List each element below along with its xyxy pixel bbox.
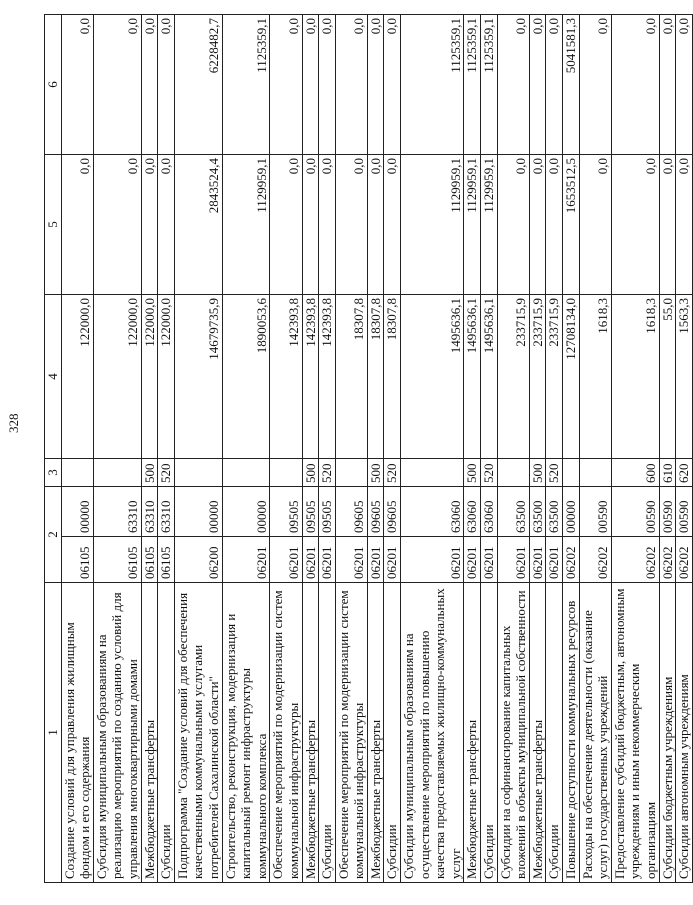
amount-col5: 0,0 [93,155,141,295]
amount-col5: 0,0 [497,155,529,295]
program-code: 06201 [464,537,481,583]
program-code: 06105 [93,537,141,583]
amount-col6: 0,0 [546,15,563,155]
table-row [222,15,270,883]
program-code: 06201 [367,537,384,583]
amount-col6: 0,0 [529,15,546,155]
column-number-row [45,15,62,883]
row-name: Строительство, реконструкция, модернизация и капитальный ремонт инфраструктуры коммунального комплекса [222,583,270,883]
amount-col4: 1618,3 [611,295,659,459]
amount-col4: 1563,3 [676,295,693,459]
amount-col4: 18307,8 [367,295,384,459]
amount-col5: 0,0 [676,155,693,295]
program-code: 06201 [302,537,319,583]
row-name: Субсидии автономным учреждениям [676,583,693,883]
amount-col5: 0,0 [141,155,158,295]
amount-col4: 142393,8 [270,295,302,459]
amount-col5: 0,0 [61,155,93,295]
amount-col4: 233715,9 [546,295,563,459]
program-code: 06201 [481,537,498,583]
amount-col6: 1125359,1 [222,15,270,155]
amount-col5: 0,0 [367,155,384,295]
amount-col6: 0,0 [141,15,158,155]
amount-col4: 1495636,1 [481,295,498,459]
amount-col5: 0,0 [546,155,563,295]
table-row [481,15,498,883]
amount-col6: 1125359,1 [481,15,498,155]
table-row [546,15,563,883]
direction-code: 63500 [497,487,529,537]
amount-col6: 0,0 [611,15,659,155]
row-name: Межбюджетные трансферты [302,583,319,883]
amount-col6: 6228482,7 [174,15,222,155]
expense-type: 600 [611,459,659,487]
row-name: Повышение доступности коммунальных ресурсов [563,583,580,883]
table-row [61,15,93,883]
amount-col6: 1125359,1 [401,15,464,155]
expense-type [579,459,611,487]
program-code: 06202 [659,537,676,583]
amount-col4: 1495636,1 [464,295,481,459]
direction-code: 09605 [384,487,401,537]
expense-type [497,459,529,487]
amount-col5: 1129959,1 [481,155,498,295]
row-name: Обеспечение мероприятий по модернизации систем коммунальной инфраструктуры [270,583,302,883]
amount-col6: 0,0 [579,15,611,155]
program-code: 06202 [611,537,659,583]
expense-type: 500 [302,459,319,487]
row-name: Субсидии [384,583,401,883]
column-number: 4 [45,295,62,459]
table-row [676,15,693,883]
program-code: 06201 [546,537,563,583]
table-row [335,15,367,883]
expense-type [335,459,367,487]
budget-table [44,14,693,883]
direction-code: 00000 [563,487,580,537]
expense-type: 520 [384,459,401,487]
program-code: 06201 [335,537,367,583]
expense-type: 520 [319,459,336,487]
direction-code: 63500 [546,487,563,537]
direction-code: 09605 [367,487,384,537]
amount-col6: 0,0 [367,15,384,155]
amount-col5: 1129959,1 [464,155,481,295]
amount-col6: 0,0 [61,15,93,155]
expense-type: 610 [659,459,676,487]
column-number: 6 [45,15,62,155]
expense-type [563,459,580,487]
expense-type: 520 [158,459,175,487]
column-number: 3 [45,459,62,487]
amount-col5: 0,0 [659,155,676,295]
expense-type: 520 [546,459,563,487]
direction-code: 63060 [401,487,464,537]
direction-code: 63060 [464,487,481,537]
program-code: 06201 [384,537,401,583]
row-name: Межбюджетные трансферты [464,583,481,883]
direction-code: 09605 [335,487,367,537]
table-row [579,15,611,883]
expense-type [174,459,222,487]
amount-col5: 1129959,1 [222,155,270,295]
amount-col5: 0,0 [384,155,401,295]
direction-code: 63060 [481,487,498,537]
table-row [141,15,158,883]
row-name: Подпрограмма "Создание условий для обеспечения качественными коммунальными услугами потребителей Сахалинской области" [174,583,222,883]
amount-col5: 0,0 [611,155,659,295]
row-name: Субсидии на софинансирование капитальных вложений в объекты муниципальной собственности [497,583,529,883]
direction-code: 09505 [319,487,336,537]
amount-col4: 12708134,0 [563,295,580,459]
program-code: 06200 [174,537,222,583]
table-row [319,15,336,883]
program-code: 06202 [579,537,611,583]
table-row [563,15,580,883]
direction-code: 00590 [659,487,676,537]
amount-col6: 0,0 [335,15,367,155]
amount-col6: 1125359,1 [464,15,481,155]
amount-col4: 18307,8 [335,295,367,459]
row-name: Субсидии бюджетным учреждениям [659,583,676,883]
program-code: 06105 [141,537,158,583]
amount-col6: 0,0 [659,15,676,155]
column-number: 2 [45,487,62,583]
table-row [158,15,175,883]
table-row [384,15,401,883]
expense-type: 500 [464,459,481,487]
table-row [367,15,384,883]
amount-col4: 18307,8 [384,295,401,459]
amount-col4: 122000,0 [158,295,175,459]
rotated-page [44,15,692,883]
expense-type [222,459,270,487]
amount-col6: 5041581,3 [563,15,580,155]
direction-code: 09505 [270,487,302,537]
amount-col4: 142393,8 [319,295,336,459]
program-code: 06105 [61,537,93,583]
amount-col4: 1618,3 [579,295,611,459]
expense-type: 520 [481,459,498,487]
direction-code: 00000 [222,487,270,537]
table-row [659,15,676,883]
program-code: 06202 [676,537,693,583]
table-row [464,15,481,883]
amount-col4: 1495636,1 [401,295,464,459]
amount-col4: 14679735,9 [174,295,222,459]
row-name: Субсидии [158,583,175,883]
row-name: Субсидии [481,583,498,883]
amount-col5: 1129959,1 [401,155,464,295]
amount-col6: 0,0 [319,15,336,155]
expense-type [93,459,141,487]
expense-type: 620 [676,459,693,487]
column-number: 1 [45,583,62,883]
amount-col4: 122000,0 [141,295,158,459]
amount-col4: 122000,0 [93,295,141,459]
table-row [174,15,222,883]
row-name: Межбюджетные трансферты [529,583,546,883]
amount-col5: 0,0 [158,155,175,295]
row-name: Субсидии [319,583,336,883]
program-code: 06201 [270,537,302,583]
amount-col5: 0,0 [529,155,546,295]
direction-code: 00590 [611,487,659,537]
expense-type: 500 [367,459,384,487]
amount-col4: 122000,0 [61,295,93,459]
row-name: Субсидии [546,583,563,883]
amount-col4: 142393,8 [302,295,319,459]
program-code: 06201 [497,537,529,583]
table-row [529,15,546,883]
expense-type [61,459,93,487]
row-name: Межбюджетные трансферты [141,583,158,883]
expense-type: 500 [529,459,546,487]
direction-code: 63310 [158,487,175,537]
direction-code: 63500 [529,487,546,537]
table-row [93,15,141,883]
expense-type [270,459,302,487]
amount-col6: 0,0 [270,15,302,155]
amount-col6: 0,0 [497,15,529,155]
row-name: Обеспечение мероприятий по модернизации систем коммунальной инфраструктуры [335,583,367,883]
amount-col5: 2843524,4 [174,155,222,295]
column-number: 5 [45,155,62,295]
row-name: Расходы на обеспечение деятельности (оказание услуг) государственных учреждений [579,583,611,883]
table-row [611,15,659,883]
program-code: 06201 [529,537,546,583]
amount-col6: 0,0 [384,15,401,155]
expense-type [401,459,464,487]
amount-col6: 0,0 [158,15,175,155]
row-name: Создание условий для управления жилищным фондом и его содержания [61,583,93,883]
program-code: 06105 [158,537,175,583]
amount-col6: 0,0 [93,15,141,155]
program-code: 06201 [319,537,336,583]
amount-col4: 233715,9 [497,295,529,459]
table-row [270,15,302,883]
table-row [302,15,319,883]
page-number: 328 [6,413,21,433]
amount-col6: 0,0 [676,15,693,155]
direction-code: 00000 [61,487,93,537]
amount-col5: 0,0 [319,155,336,295]
amount-col4: 1890053,6 [222,295,270,459]
amount-col5: 1653512,5 [563,155,580,295]
program-code: 06201 [222,537,270,583]
program-code: 06202 [563,537,580,583]
row-name: Субсидии муниципальным образованиям на осуществление мероприятий по повышению качества предоставляемых жилищно-коммунальных услуг [401,583,464,883]
direction-code: 00000 [174,487,222,537]
direction-code: 00590 [676,487,693,537]
amount-col6: 0,0 [302,15,319,155]
amount-col5: 0,0 [579,155,611,295]
direction-code: 09505 [302,487,319,537]
table-row [497,15,529,883]
expense-type: 500 [141,459,158,487]
row-name: Предоставление субсидий бюджетным, автономным учреждениям и иным некоммерческим организациям [611,583,659,883]
amount-col4: 55,0 [659,295,676,459]
amount-col5: 0,0 [335,155,367,295]
amount-col4: 233715,9 [529,295,546,459]
amount-col5: 0,0 [302,155,319,295]
amount-col5: 0,0 [270,155,302,295]
table-row [401,15,464,883]
program-code: 06201 [401,537,464,583]
row-name: Субсидия муниципальным образованиям на реализацию мероприятий по созданию условий для управления многоквартирными домами [93,583,141,883]
direction-code: 00590 [579,487,611,537]
direction-code: 63310 [141,487,158,537]
row-name: Межбюджетные трансферты [367,583,384,883]
direction-code: 63310 [93,487,141,537]
